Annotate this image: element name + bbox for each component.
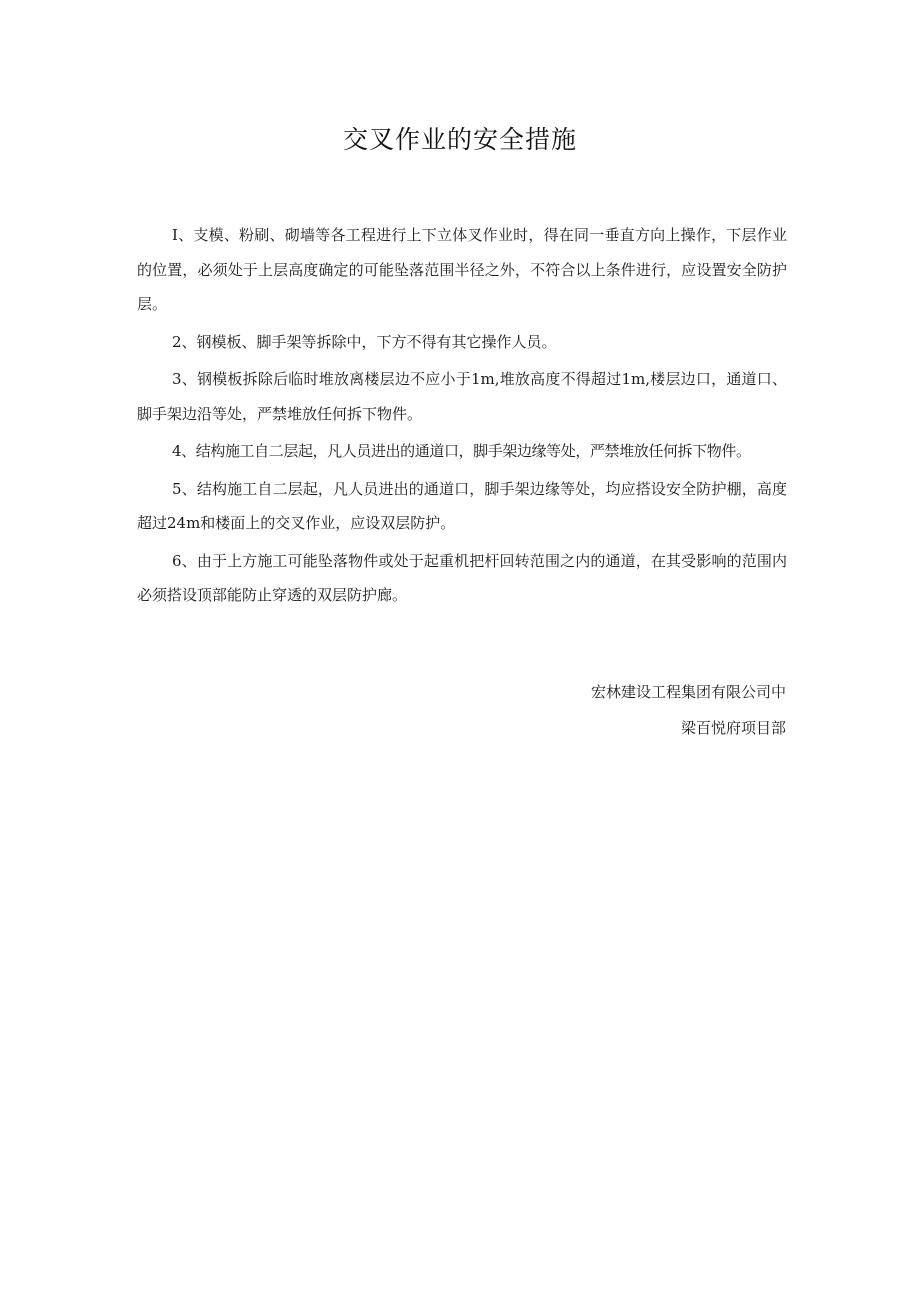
document-title: 交叉作业的安全措施 — [342, 125, 577, 154]
paragraph-2: 2、钢模板、脚手架等拆除中，下方不得有其它操作人员。 — [172, 332, 557, 351]
signature-block — [591, 674, 786, 746]
paragraph-3: 3、钢模板拆除后临时堆放离楼层边不应小于1m,堆放高度不得超过1m,楼层边口，通道口、脚手架边沿等处，严禁堆放任何拆下物件。 — [137, 370, 787, 423]
signature-department: 梁百悦府项目部 — [680, 719, 786, 737]
paragraph-4: 4、结构施工自二层起，凡人员进出的通道口，脚手架边缘等处，严禁堆放任何拆下物件。 — [172, 442, 751, 460]
document-body — [137, 218, 787, 616]
paragraph-6: 6、由于上方施工可能坠落物件或处于起重机把杆回转范围之内的通道，在其受影响的范围内必须搭设顶部能防止穿透的双层防护廊。 — [137, 551, 787, 604]
paragraph-5: 5、结构施工自二层起，凡人员进出的通道口，脚手架边缘等处，均应搭设安全防护棚，高度超过24m和楼面上的交叉作业，应设双层防护。 — [137, 479, 787, 532]
paragraph-1: I、支模、粉刷、砌墙等各工程进行上下立体叉作业时，得在同一垂直方向上操作，下层作业的位置，必须处于上层高度确定的可能坠落范围半径之外，不符合以上条件进行，应设置安全防护层。 — [137, 226, 787, 313]
signature-company: 宏林建设工程集团有限公司中 — [590, 683, 786, 701]
